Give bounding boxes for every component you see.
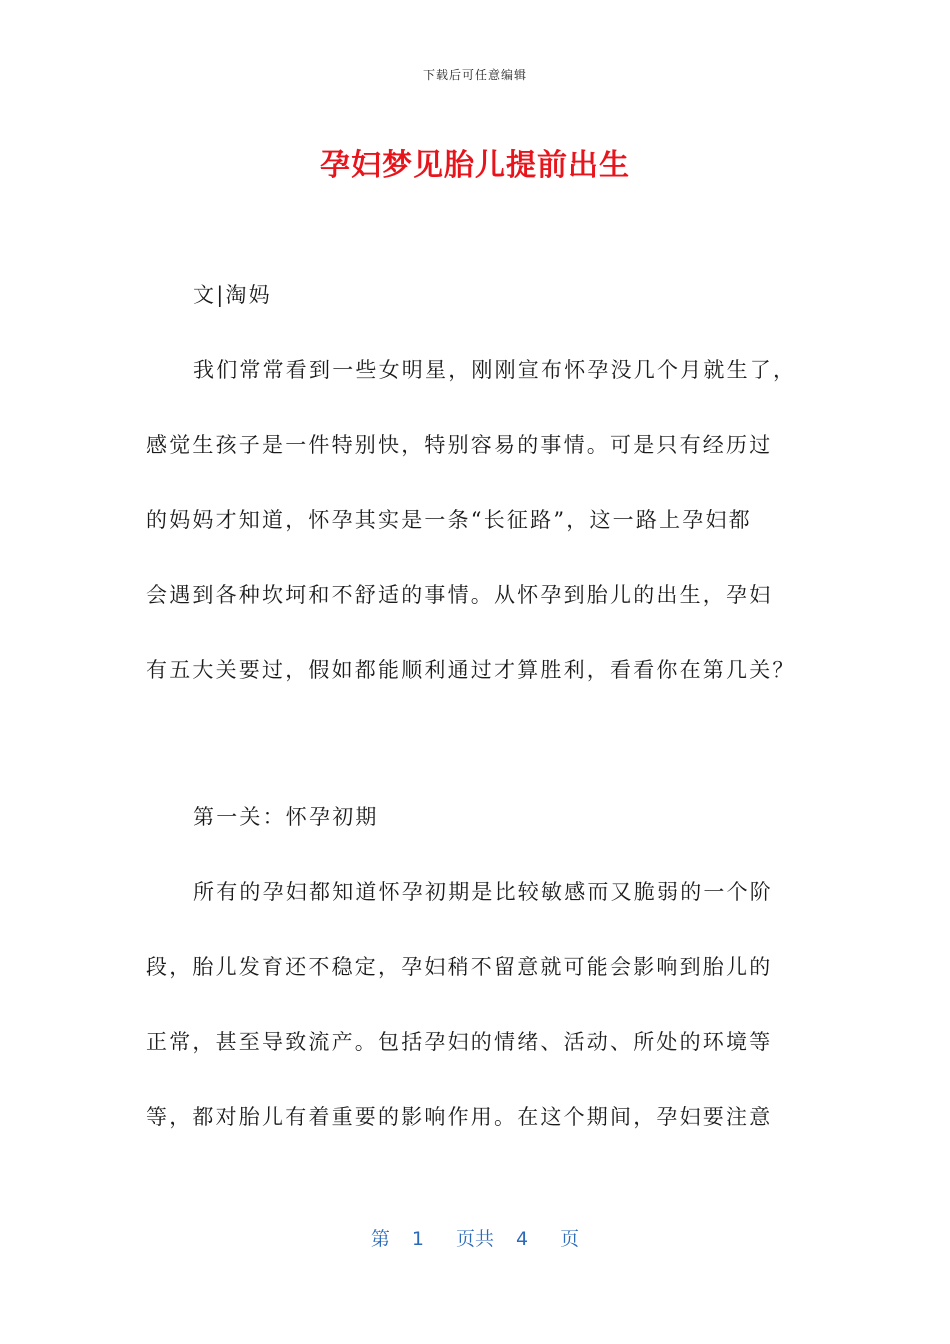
byline: 文|淘妈: [193, 283, 272, 307]
paragraph-line: 我们常常看到一些女明星，刚刚宣布怀孕没几个月就生了，: [193, 358, 797, 382]
paragraph-line: 的妈妈才知道，怀孕其实是一条“长征路”，这一路上孕妇都: [146, 508, 752, 532]
section-heading: 第一关：怀孕初期: [193, 805, 379, 829]
footer-total-pages: 4: [516, 1228, 529, 1250]
footer-prefix: 第: [370, 1228, 390, 1250]
paragraph-line: 所有的孕妇都知道怀孕初期是比较敏感而又脆弱的一个阶: [193, 880, 773, 904]
paragraph-line: 会遇到各种坎坷和不舒适的事情。从怀孕到胎儿的出生，孕妇: [146, 583, 773, 607]
footer-suffix: 页: [560, 1228, 580, 1250]
intro-paragraph: [146, 333, 806, 708]
footer-middle: 页共: [455, 1228, 494, 1250]
paragraph-line: 有五大关要过，假如都能顺利通过才算胜利，看看你在第几关？: [146, 658, 796, 682]
paragraph-line: 感觉生孩子是一件特别快，特别容易的事情。可是只有经历过: [146, 433, 773, 457]
paragraph-line: 等，都对胎儿有着重要的影响作用。在这个期间，孕妇要注意: [146, 1105, 773, 1129]
section-paragraph: [146, 855, 806, 1155]
section-heading-block: [146, 780, 806, 855]
paragraph-line: 段，胎儿发育还不稳定，孕妇稍不留意就可能会影响到胎儿的: [146, 955, 773, 979]
footer-page-number: 1: [411, 1228, 424, 1250]
page-footer: [0, 1224, 950, 1251]
document-title: 孕妇梦见胎儿提前出生: [320, 148, 630, 183]
paragraph-line: 正常，甚至导致流产。包括孕妇的情绪、活动、所处的环境等: [146, 1030, 773, 1054]
header-note: 下载后可任意编辑: [422, 68, 527, 82]
byline-block: [146, 258, 806, 333]
